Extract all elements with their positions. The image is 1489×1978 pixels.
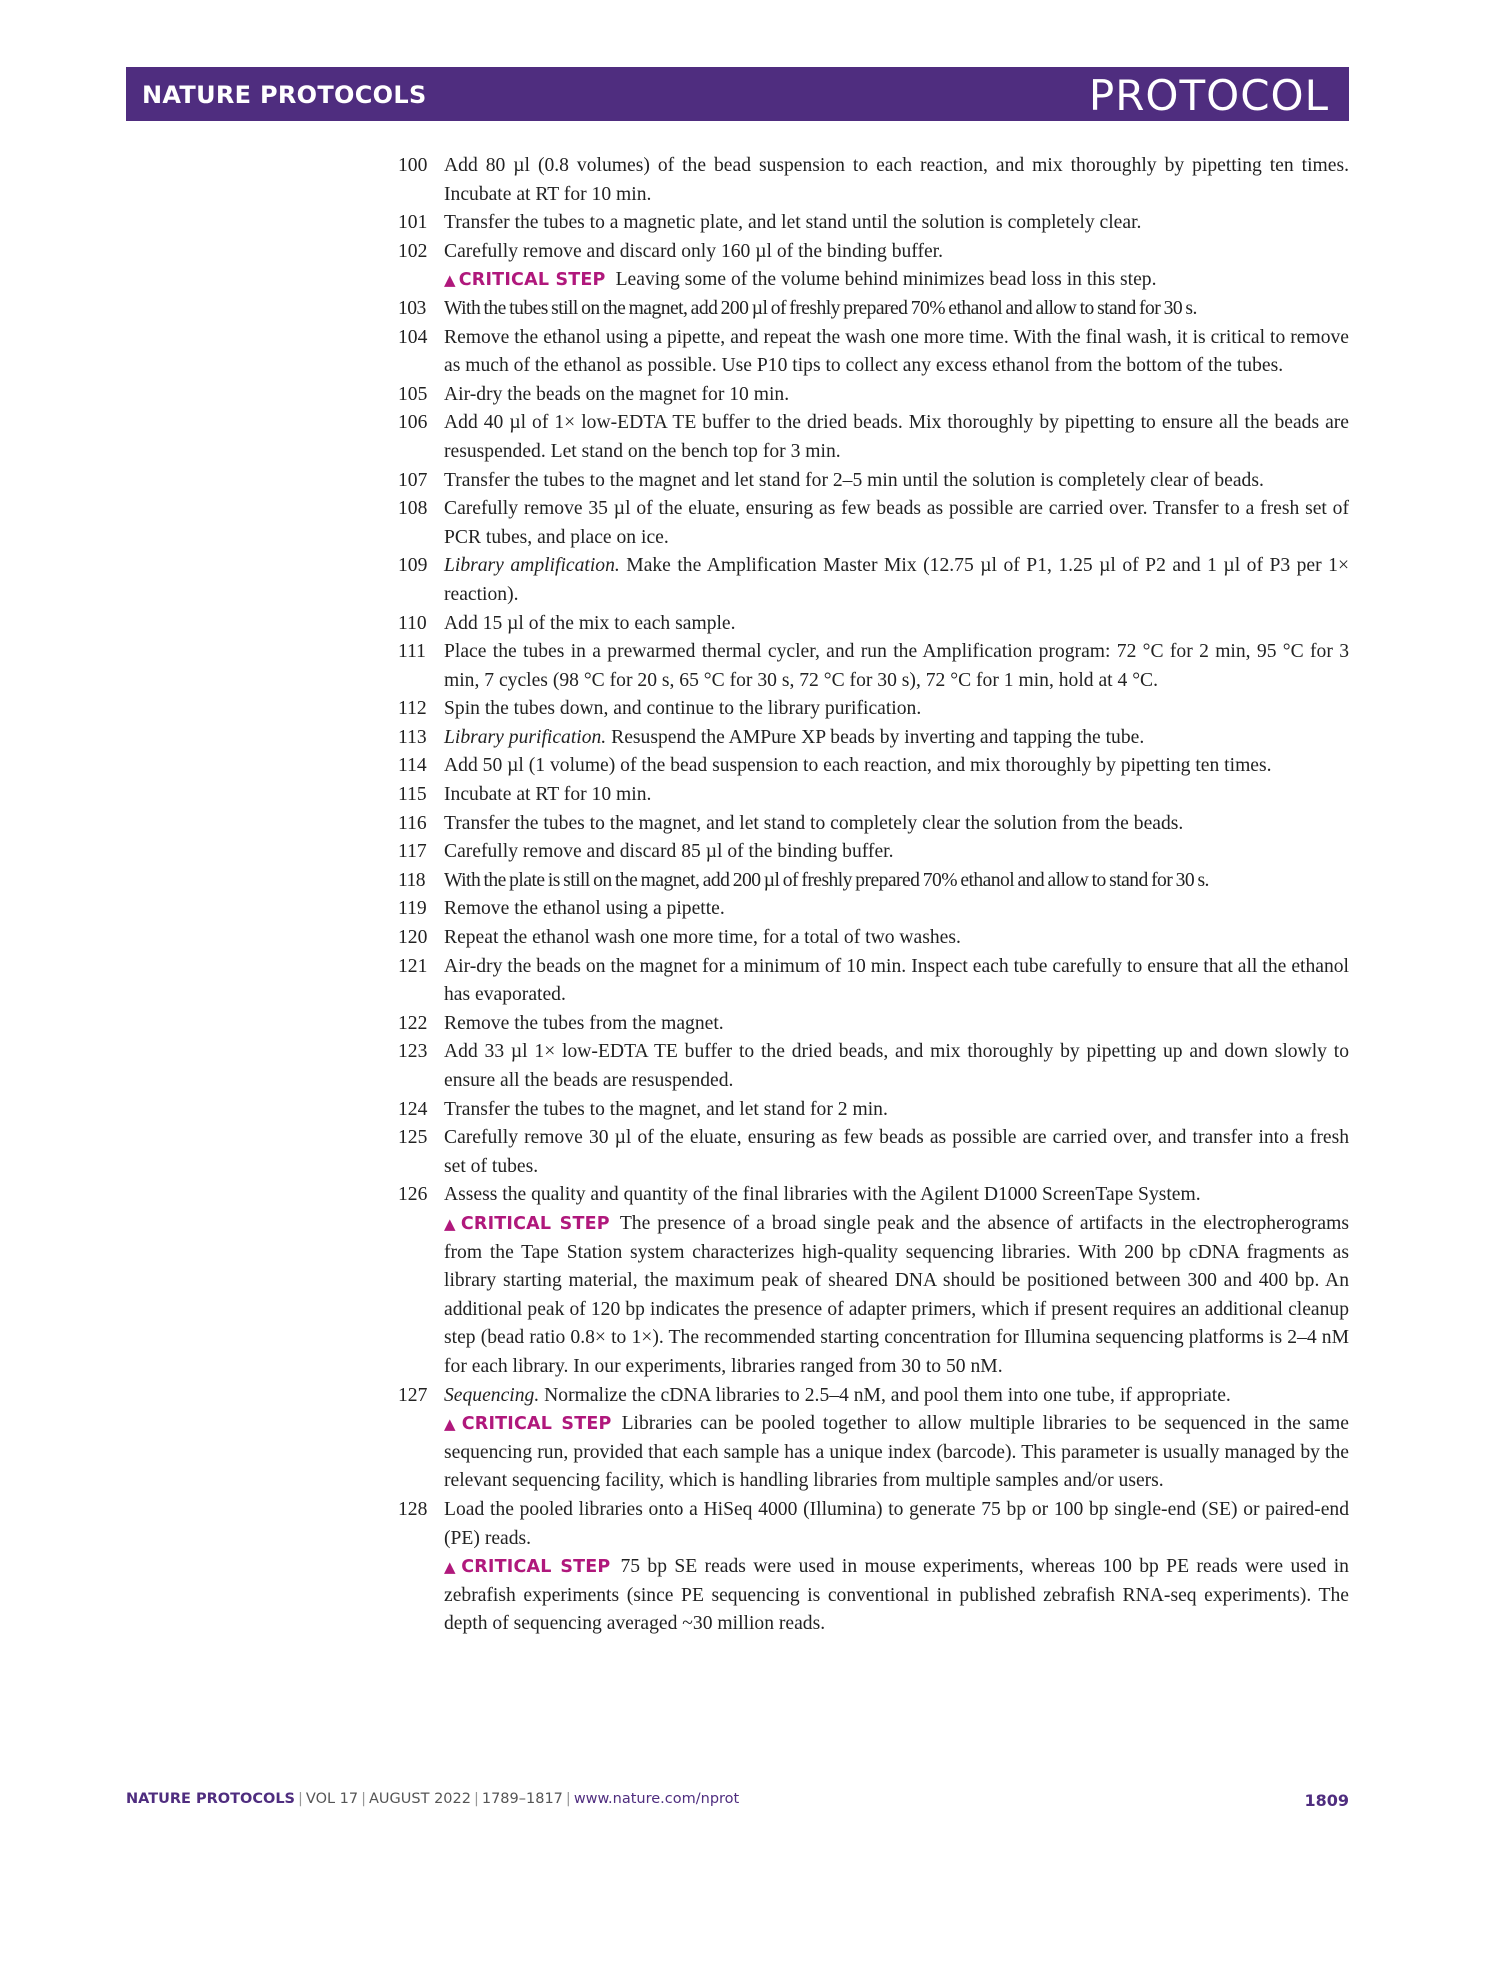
step-text: Spin the tubes down, and continue to the library purification. [444, 698, 922, 720]
critical-step-label-text: CRITICAL STEP [460, 1213, 610, 1234]
step-number: 105 [398, 383, 428, 405]
procedure-step [398, 752, 1349, 781]
critical-step-label [444, 1557, 610, 1577]
procedure-step [398, 1096, 1349, 1125]
procedure-step [398, 324, 1349, 381]
procedure-step [398, 1382, 1349, 1496]
procedure-step [398, 1181, 1349, 1381]
warning-triangle-icon: ▲ [444, 1558, 459, 1577]
step-text: Transfer the tubes to the magnet, and let stand for 2 min. [444, 1098, 888, 1120]
procedure-step [398, 867, 1349, 896]
footer-journal: NATURE PROTOCOLS [126, 1791, 296, 1807]
critical-step-note [444, 1553, 1349, 1639]
step-number: 125 [398, 1127, 428, 1149]
step-number: 104 [398, 326, 428, 348]
footer-pages: 1789–1817 [481, 1791, 563, 1807]
procedure-step [398, 638, 1349, 695]
procedure-step [398, 1010, 1349, 1039]
step-text: Air-dry the beads on the magnet for 10 min. [444, 383, 790, 405]
step-text: Repeat the ethanol wash one more time, for a total of two washes. [444, 927, 961, 949]
step-text: Carefully remove and discard 85 µl of the binding buffer. [444, 841, 894, 863]
step-text: With the plate is still on the magnet, add 200 µl of freshly prepared 70% ethanol and allow to stand for 30 s. [444, 869, 1209, 891]
page-footer: NATURE PROTOCOLS | VOL 17 | AUGUST 2022 | 1789–1817 | www.nature.com/nprot 1809 [126, 1791, 1349, 1810]
warning-triangle-icon: ▲ [444, 271, 456, 290]
procedure-step [398, 152, 1349, 209]
step-text: Add 33 µl 1× low-EDTA TE buffer to the dried beads, and mix thoroughly by pipetting up and down slowly to ensure all the beads are resuspended. [444, 1041, 1349, 1091]
procedure-step [398, 409, 1349, 466]
procedure-step [398, 238, 1349, 295]
critical-step-label [444, 1214, 610, 1234]
procedure-step [398, 467, 1349, 496]
critical-step-label [444, 1414, 612, 1434]
procedure-step [398, 924, 1349, 953]
step-text: Transfer the tubes to the magnet, and let stand to completely clear the solution from the beads. [444, 812, 1184, 834]
step-number: 113 [398, 726, 427, 748]
warning-triangle-icon: ▲ [444, 1214, 458, 1233]
step-text: Carefully remove 30 µl of the eluate, ensuring as few beads as possible are carried over, and transfer into a fresh set of tubes. [444, 1127, 1349, 1177]
procedure-step [398, 953, 1349, 1010]
procedure-step [398, 695, 1349, 724]
step-number: 101 [398, 212, 428, 234]
critical-step-note [444, 1410, 1349, 1496]
footer-volume: VOL 17 [305, 1791, 359, 1807]
procedure-step [398, 495, 1349, 552]
procedure-step [398, 1124, 1349, 1181]
step-text: Normalize the cDNA libraries to 2.5–4 nM, and pool them into one tube, if appropriate. [544, 1384, 1231, 1406]
step-text: Remove the ethanol using a pipette. [444, 898, 725, 920]
critical-step-text: The presence of a broad single peak and the absence of artifacts in the electropherograms from the Tape Station system characterizes high-quality sequencing libraries. With 200 bp cDNA fragments as library starting material, the maximum peak of sheared DNA should be positioned between 300 and 400 bp. An additional peak of 120 bp indicates the presence of adapter primers, which if present requires an additional cleanup step (bead ratio 0.8× to 1×). The recommended starting concentration for Illumina sequencing platforms is 2–4 nM for each library. In our experiments, libraries ranged from 30 to 50 nM. [444, 1212, 1349, 1377]
step-text: Air-dry the beads on the magnet for a minimum of 10 min. Inspect each tube carefully to ensure that all the ethanol has evaporated. [444, 955, 1349, 1006]
critical-step-label-text: CRITICAL STEP [461, 1414, 612, 1435]
step-text: Remove the tubes from the magnet. [444, 1012, 724, 1034]
step-number: 119 [398, 898, 427, 920]
step-number: 107 [398, 469, 428, 491]
procedure-step [398, 209, 1349, 238]
procedure-step [398, 295, 1349, 324]
step-heading: Sequencing. [444, 1384, 540, 1406]
step-number: 108 [398, 498, 428, 520]
step-number: 118 [398, 869, 426, 891]
step-number: 110 [398, 612, 427, 634]
footer-date: AUGUST 2022 [369, 1791, 471, 1807]
procedure-step [398, 895, 1349, 924]
step-number: 123 [398, 1041, 428, 1063]
step-number: 128 [398, 1498, 428, 1520]
critical-step-text: Leaving some of the volume behind minimizes bead loss in this step. [615, 269, 1157, 291]
step-number: 106 [398, 412, 428, 434]
journal-header-bar [126, 67, 1349, 121]
critical-step-note [444, 1210, 1349, 1382]
step-text: Load the pooled libraries onto a HiSeq 4000 (Illumina) to generate 75 bp or 100 bp single-end (SE) or paired-end (PE) reads. [444, 1498, 1349, 1549]
step-number: 103 [398, 297, 426, 319]
step-number: 121 [398, 955, 428, 977]
step-text: Transfer the tubes to the magnet and let stand for 2–5 min until the solution is completely clear of beads. [444, 469, 1264, 491]
warning-triangle-icon: ▲ [444, 1415, 459, 1434]
step-text: Add 15 µl of the mix to each sample. [444, 612, 736, 634]
procedure-steps [398, 152, 1349, 1639]
step-number: 126 [398, 1184, 428, 1206]
step-number: 127 [398, 1384, 428, 1406]
step-number: 124 [398, 1098, 428, 1120]
step-text: Carefully remove and discard only 160 µl of the binding buffer. [444, 240, 944, 262]
procedure-step [398, 838, 1349, 867]
step-number: 100 [398, 155, 428, 176]
step-number: 109 [398, 555, 428, 577]
step-text: Add 40 µl of 1× low-EDTA TE buffer to the dried beads. Mix thoroughly by pipetting to ensure all the beads are resuspended. Let stand on the bench top for 3 min. [444, 412, 1349, 462]
step-number: 111 [398, 641, 426, 663]
step-text: Place the tubes in a prewarmed thermal cycler, and run the Amplification program: 72 °C for 2 min, 95 °C for 3 min, 7 cycles (98 °C for 20 s, 65 °C for 30 s, 72 °C for 30 s), 72 °C for 1 min, hold at 4 °C. [444, 641, 1349, 691]
step-number: 120 [398, 927, 428, 949]
procedure-step [398, 724, 1349, 753]
critical-step-text: 75 bp SE reads were used in mouse experiments, whereas 100 bp PE reads were used in zebrafish experiments (since PE sequencing is conventional in published zebrafish RNA-seq experiments). The depth of sequencing averaged ~30 million reads. [444, 1556, 1349, 1635]
procedure-step [398, 810, 1349, 839]
step-text: Assess the quality and quantity of the final libraries with the Agilent D1000 ScreenTape System. [444, 1184, 1201, 1206]
critical-step-note [444, 266, 1349, 295]
step-text: Remove the ethanol using a pipette, and repeat the wash one more time. With the final wash, it is critical to remove as much of the ethanol as possible. Use P10 tips to collect any excess ethanol from the bottom of the tubes. [444, 326, 1349, 377]
step-number: 114 [398, 755, 427, 777]
step-number: 115 [398, 784, 427, 806]
step-text: Add 80 µl (0.8 volumes) of the bead suspension to each reaction, and mix thoroughly by pipetting ten times. Incubate at RT for 10 min. [444, 155, 1349, 205]
page-number: 1809 [1304, 1791, 1349, 1810]
journal-name: NATURE PROTOCOLS [142, 81, 427, 109]
critical-step-label [444, 270, 606, 290]
step-number: 117 [398, 841, 427, 863]
procedure-step [398, 1496, 1349, 1639]
step-text: Make the Amplification Master Mix (12.75 µl of P1, 1.25 µl of P2 and 1 µl of P3 per 1× reaction). [444, 555, 1349, 605]
critical-step-label-text: CRITICAL STEP [458, 270, 606, 291]
procedure-step [398, 610, 1349, 639]
step-text: Incubate at RT for 10 min. [444, 784, 652, 806]
step-number: 116 [398, 812, 427, 834]
critical-step-label-text: CRITICAL STEP [461, 1557, 611, 1578]
critical-step-text: Libraries can be pooled together to allow multiple libraries to be sequenced in the same sequencing run, provided that each sample has a unique index (barcode). This parameter is usually managed by the relevant sequencing facility, which is handling libraries from multiple samples and/or users. [444, 1413, 1349, 1492]
step-number: 122 [398, 1012, 428, 1034]
footer-url-link[interactable]: www.nature.com/nprot [573, 1791, 740, 1807]
step-text: Carefully remove 35 µl of the eluate, ensuring as few beads as possible are carried over. Transfer to a fresh set of PCR tubes, and place on ice. [444, 498, 1349, 548]
article-type: PROTOCOL [1088, 71, 1329, 120]
procedure-step [398, 781, 1349, 810]
procedure-step [398, 552, 1349, 609]
step-number: 112 [398, 698, 427, 720]
step-number: 102 [398, 240, 428, 262]
step-text: Add 50 µl (1 volume) of the bead suspension to each reaction, and mix thoroughly by pipetting ten times. [444, 755, 1272, 777]
step-heading: Library amplification. [444, 555, 620, 577]
step-text: With the tubes still on the magnet, add 200 µl of freshly prepared 70% ethanol and allow to stand for 30 s. [444, 297, 1197, 319]
procedure-step [398, 381, 1349, 410]
step-text: Transfer the tubes to a magnetic plate, and let stand until the solution is completely clear. [444, 212, 1142, 234]
procedure-step [398, 1038, 1349, 1095]
step-text: Resuspend the AMPure XP beads by inverting and tapping the tube. [611, 726, 1145, 748]
step-heading: Library purification. [444, 726, 607, 748]
